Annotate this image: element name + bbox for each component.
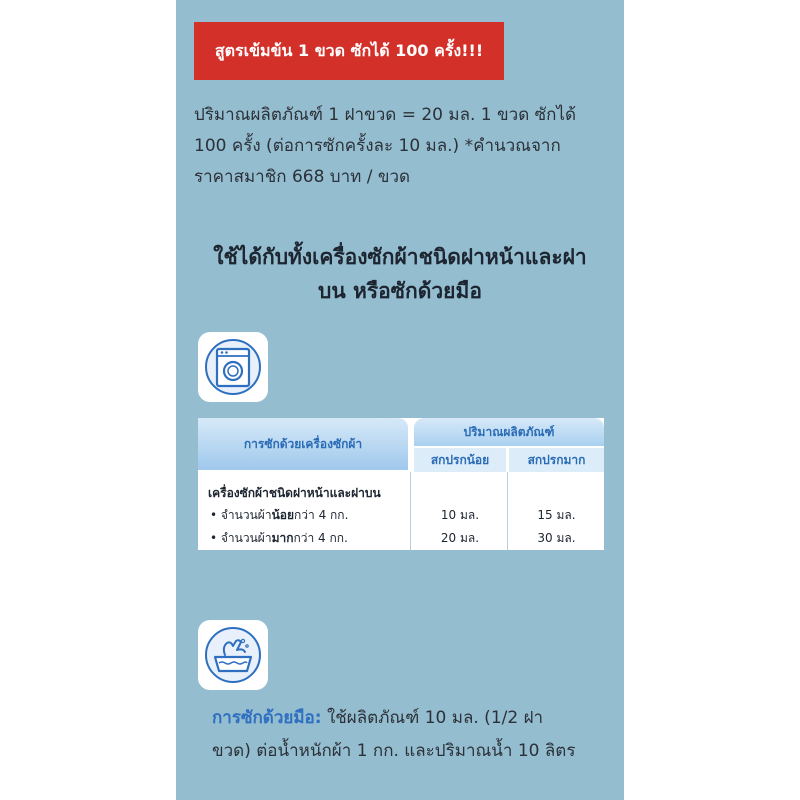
handwash-instructions (212, 702, 612, 768)
table-header-machine: การซักด้วยเครื่องซักผ้า (198, 418, 408, 470)
table-header-amount: ปริมาณผลิตภัณฑ์ (414, 418, 604, 446)
table-cell-heavy: 15 มล. (537, 508, 576, 522)
table-row-label: • จำนวนผ้าน้อยกว่า 4 กก. (210, 508, 349, 522)
product-intro (194, 100, 609, 193)
promo-banner (194, 22, 504, 80)
washing-machine-icon (198, 332, 268, 402)
intro-line: ราคาสมาชิก 668 บาท / ขวด (194, 167, 411, 187)
column-divider (507, 472, 508, 550)
handwash-text: ใช้ผลิตภัณฑ์ 10 มล. (1/2 ฝา (321, 708, 544, 728)
dosage-table (198, 418, 604, 550)
intro-line: 100 ครั้ง (ต่อการซักครั้งละ 10 มล.) *คำนวณจาก (194, 136, 561, 156)
promo-banner-text: สูตรเข้มข้น 1 ขวด ซักได้ 100 ครั้ง!!! (214, 40, 484, 60)
intro-line: ปริมาณผลิตภัณฑ์ 1 ฝาขวด = 20 มล. 1 ขวด ซักได้ (194, 105, 577, 125)
handwash-text: ขวด) ต่อน้ำหนักผ้า 1 กก. และปริมาณน้ำ 10 ลิตร (212, 741, 576, 761)
handwash-label: การซักด้วยมือ: (212, 708, 322, 728)
hand-wash-icon (198, 620, 268, 690)
content-panel (176, 0, 624, 800)
headline-line: ใช้ได้กับทั้งเครื่องซักผ้าชนิดฝาหน้าและฝา (213, 245, 587, 269)
table-row-title: เครื่องซักผ้าชนิดฝาหน้าและฝาบน (208, 486, 381, 500)
table-subheader-heavy: สกปรกมาก (509, 448, 604, 472)
table-cell-light: 20 มล. (440, 531, 480, 545)
table-cell-light: 10 มล. (440, 508, 480, 522)
column-divider (410, 472, 411, 550)
headline-line: บน หรือซักด้วยมือ (318, 279, 482, 303)
usage-headline (176, 240, 624, 308)
table-subheader-light: สกปรกน้อย (414, 448, 506, 472)
table-row-label: • จำนวนผ้ามากกว่า 4 กก. (210, 531, 348, 545)
table-cell-heavy: 30 มล. (537, 531, 576, 545)
